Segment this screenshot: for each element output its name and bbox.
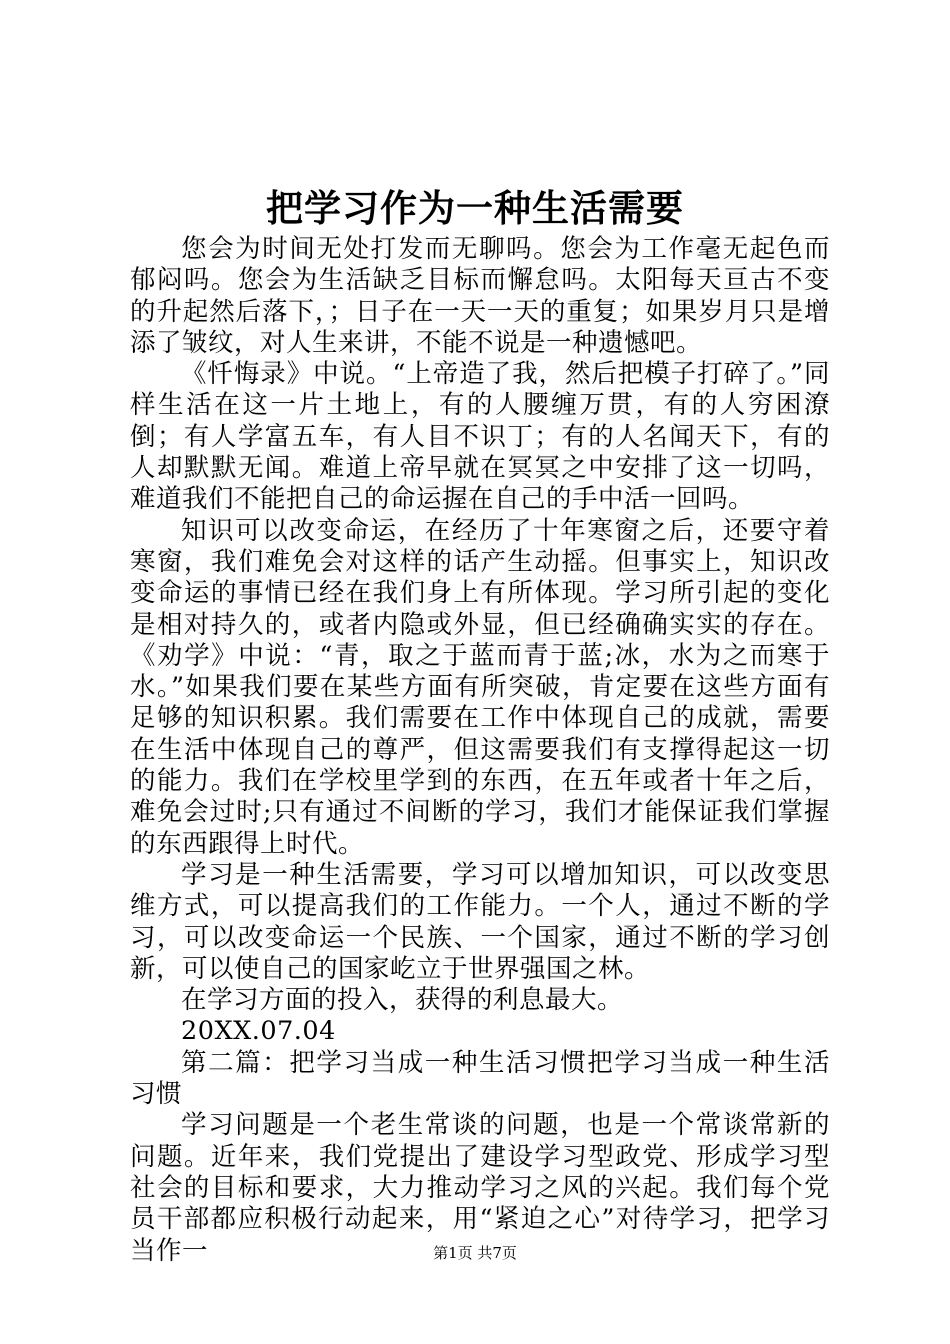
page-footer: 第1页 共7页: [433, 1244, 517, 1262]
section-heading-2: 第二篇：把学习当成一种生活习惯把学习当成一种生活习惯: [130, 1047, 830, 1110]
paragraph-6: 学习问题是一个老生常谈的问题，也是一个常谈常新的问题。近年来，我们党提出了建设学习型政党、形成学习型社会的目标和要求，大力推动学习之风的兴起。我们每个党员干部都应积极行动起来，用“紧迫之心”对待学习，把学习当作一: [130, 1110, 830, 1266]
date-line: 20XX.07.04: [181, 1016, 336, 1047]
paragraph-1: 您会为时间无处打发而无聊吗。您会为工作毫无起色而郁闷吗。您会为生活缺乏目标而懈怠吗。太阳每天亘古不变的升起然后落下，；日子在一天一天的重复；如果岁月只是增添了皱纹，对人生来讲，不能不说是一种遗憾吧。: [130, 234, 830, 358]
document-title: 把学习作为一种生活需要: [266, 186, 684, 230]
paragraph-3: 知识可以改变命运，在经历了十年寒窗之后，还要守着寒窗，我们难免会对这样的话产生动摇。但事实上，知识改变命运的事情已经在我们身上有所体现。学习所引起的变化是相对持久的，或者内隐或外显，但已经确确实实的存在。《劝学》中说：“青，取之于蓝而青于蓝;冰，水为之而寒于水。”如果我们要在某些方面有所突破，肯定要在这些方面有足够的知识积累。我们需要在工作中体现自己的成就，需要在生活中体现自己的尊严，但这需要我们有支撑得起这一切的能力。我们在学校里学到的东西，在五年或者十年之后，难免会过时;只有通过不间断的学习，我们才能保证我们掌握的东西跟得上时代。: [130, 515, 830, 859]
document-body: [130, 234, 830, 1267]
paragraph-2: 《忏悔录》中说。“上帝造了我，然后把模子打碎了。”同样生活在这一片土地上，有的人腰缠万贯，有的人穷困潦倒；有人学富五车，有人目不识丁；有的人名闻天下，有的人却默默无闻。难道上帝早就在冥冥之中安排了这一切吗，难道我们不能把自己的命运握在自己的手中活一回吗。: [130, 359, 830, 515]
paragraph-4: 学习是一种生活需要，学习可以增加知识，可以改变思维方式，可以提高我们的工作能力。一个人，通过不断的学习，可以改变命运一个民族、一个国家，通过不断的学习创新，可以使自己的国家屹立于世界强国之林。: [130, 859, 830, 984]
paragraph-5: 在学习方面的投入，获得的利息最大。: [181, 985, 624, 1016]
